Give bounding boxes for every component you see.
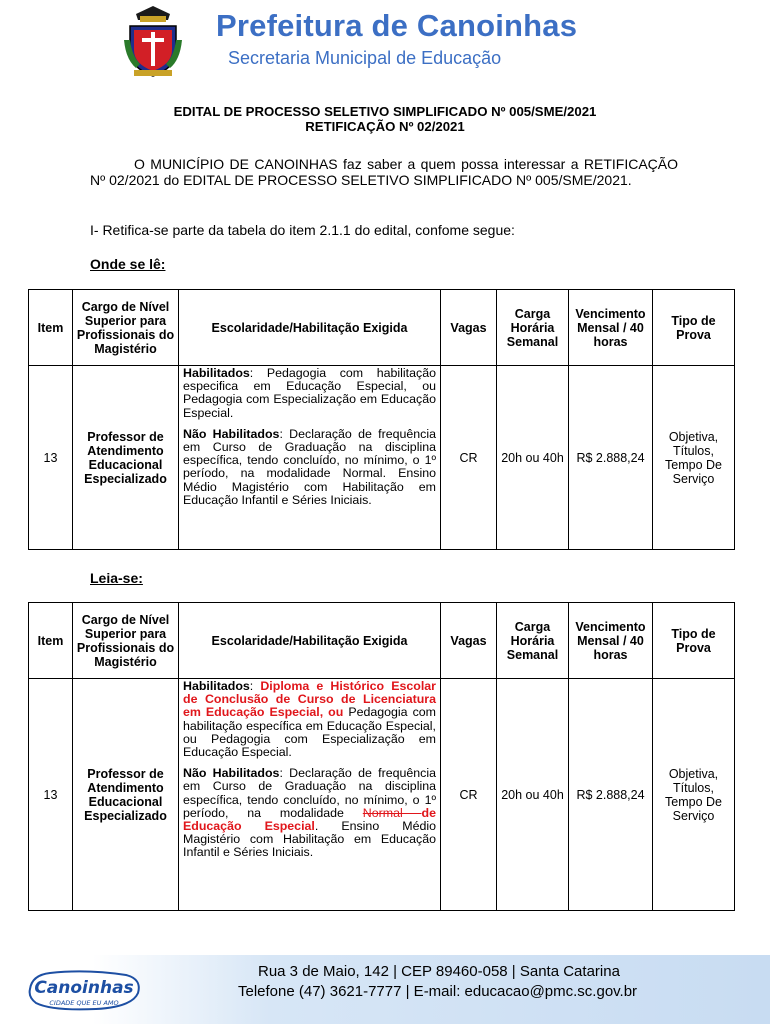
escolaridade-cell <box>179 679 441 911</box>
tipo-cell: Objetiva, Títulos, Tempo De Serviço <box>653 679 735 911</box>
letterhead <box>0 0 770 80</box>
footer-contact: Telefone (47) 3621-7777 | E-mail: educacao@pmc.sc.gov.br <box>238 983 638 1000</box>
header-item: Item <box>29 603 73 679</box>
document-subtitle: RETIFICAÇÃO Nº 02/2021 <box>305 119 465 134</box>
habilitados-text: : Pedagogia com habilitação especifica em Educação Especial, ou Pedagogia com Especialização em Educação Especial. <box>183 366 436 420</box>
habilitados-text: Pedagogia com habilitação específica em Educação Especial, ou Pedagogia com Especialização em Educação Especial. <box>183 705 436 760</box>
header-carga: Carga Horária Semanal <box>497 603 569 679</box>
intro-paragraph: O MUNICÍPIO DE CANOINHAS faz saber a quem possa interessar a RETIFICAÇÃO Nº 02/2021 do EDITAL DE PROCESSO SELETIVO SIMPLIFICADO Nº 005/SME/2021. <box>90 156 678 188</box>
header-tipo: Tipo de Prova <box>653 290 735 366</box>
nao-habilitados-label: Não Habilitados <box>183 766 280 781</box>
document-title: EDITAL DE PROCESSO SELETIVO SIMPLIFICADO Nº 005/SME/2021 <box>173 104 597 119</box>
header-item: Item <box>29 290 73 366</box>
escolaridade-cell <box>179 366 441 550</box>
cargo-cell: Professor de Atendimento Educacional Especializado <box>73 679 179 911</box>
habilitados-block <box>183 367 436 420</box>
vagas-cell: CR <box>441 366 497 550</box>
table-row <box>29 679 735 911</box>
retifica-paragraph: I- Retifica-se parte da tabela do item 2.1.1 do edital, confome segue: <box>90 222 515 238</box>
habilitados-label: Habilitados <box>183 366 250 380</box>
header-cargo: Cargo de Nível Superior para Profissionais do Magistério <box>73 603 179 679</box>
onde-se-le-label: Onde se lê: <box>90 256 166 272</box>
nao-habilitados-block <box>183 428 436 507</box>
table-header-row <box>29 603 735 679</box>
nao-habilitados-added-text: de Educação Especial <box>183 805 436 834</box>
footer-address: Rua 3 de Maio, 142 | CEP 89460-058 | Santa Catarina <box>258 963 620 980</box>
nao-habilitados-block <box>183 767 436 859</box>
nao-habilitados-text: : Declaração de frequência em Curso de Graduação na disciplina específica, tendo concluído, no mínimo, o 1º período, na modalidade Normal. Ensino Médio Magistério com Habilitação em Educação Infantil e Séries Iniciais. <box>183 426 436 507</box>
habilitados-separator: : <box>249 679 261 693</box>
item-cell: 13 <box>29 679 73 911</box>
habilitados-added-text: Diploma e Histórico Escolar de Conclusão de Curso de Licenciatura em Educação Especial, ou <box>183 679 436 720</box>
header-cargo: Cargo de Nível Superior para Profissionais do Magistério <box>73 290 179 366</box>
table-row <box>29 366 735 550</box>
header-vencimento: Vencimento Mensal / 40 horas <box>569 290 653 366</box>
vagas-cell: CR <box>441 679 497 911</box>
vencimento-cell: R$ 2.888,24 <box>569 679 653 911</box>
leia-se-table <box>28 602 735 911</box>
header-tipo: Tipo de Prova <box>653 603 735 679</box>
header-escolaridade: Escolaridade/Habilitação Exigida <box>179 603 441 679</box>
nao-habilitados-text: : Declaração de frequência em Curso de Graduação na disciplina específica, tendo concluído, no mínimo, o 1º período, na modalidade <box>183 766 436 820</box>
vencimento-cell: R$ 2.888,24 <box>569 366 653 550</box>
item-cell: 13 <box>29 366 73 550</box>
nao-habilitados-removed-text: Normal <box>362 805 422 820</box>
logo-tagline: CIDADE QUE EU AMO <box>49 999 119 1007</box>
header-vagas: Vagas <box>441 603 497 679</box>
footer <box>0 955 770 1024</box>
header-vagas: Vagas <box>441 290 497 366</box>
habilitados-block <box>183 680 436 759</box>
nao-habilitados-label: Não Habilitados <box>183 426 280 441</box>
nao-habilitados-tail: . Ensino Médio Magistério com Habilitação em Educação Infantil e Séries Iniciais. <box>183 819 436 860</box>
table-header-row <box>29 290 735 366</box>
municipal-crest-icon <box>122 4 184 78</box>
cargo-cell: Professor de Atendimento Educacional Especializado <box>73 366 179 550</box>
header-title: Prefeitura de Canoinhas <box>216 8 578 43</box>
header-vencimento: Vencimento Mensal / 40 horas <box>569 603 653 679</box>
logo-wordmark: Canoinhas <box>34 978 134 998</box>
header-carga: Carga Horária Semanal <box>497 290 569 366</box>
carga-cell: 20h ou 40h <box>497 366 569 550</box>
header-escolaridade: Escolaridade/Habilitação Exigida <box>179 290 441 366</box>
canoinhas-logo-icon <box>26 965 144 1015</box>
carga-cell: 20h ou 40h <box>497 679 569 911</box>
habilitados-label: Habilitados <box>183 679 250 693</box>
tipo-cell: Objetiva, Títulos, Tempo De Serviço <box>653 366 735 550</box>
leia-se-label: Leia-se: <box>90 570 143 586</box>
onde-se-le-table <box>28 289 735 550</box>
header-subtitle: Secretaria Municipal de Educação <box>228 48 502 68</box>
